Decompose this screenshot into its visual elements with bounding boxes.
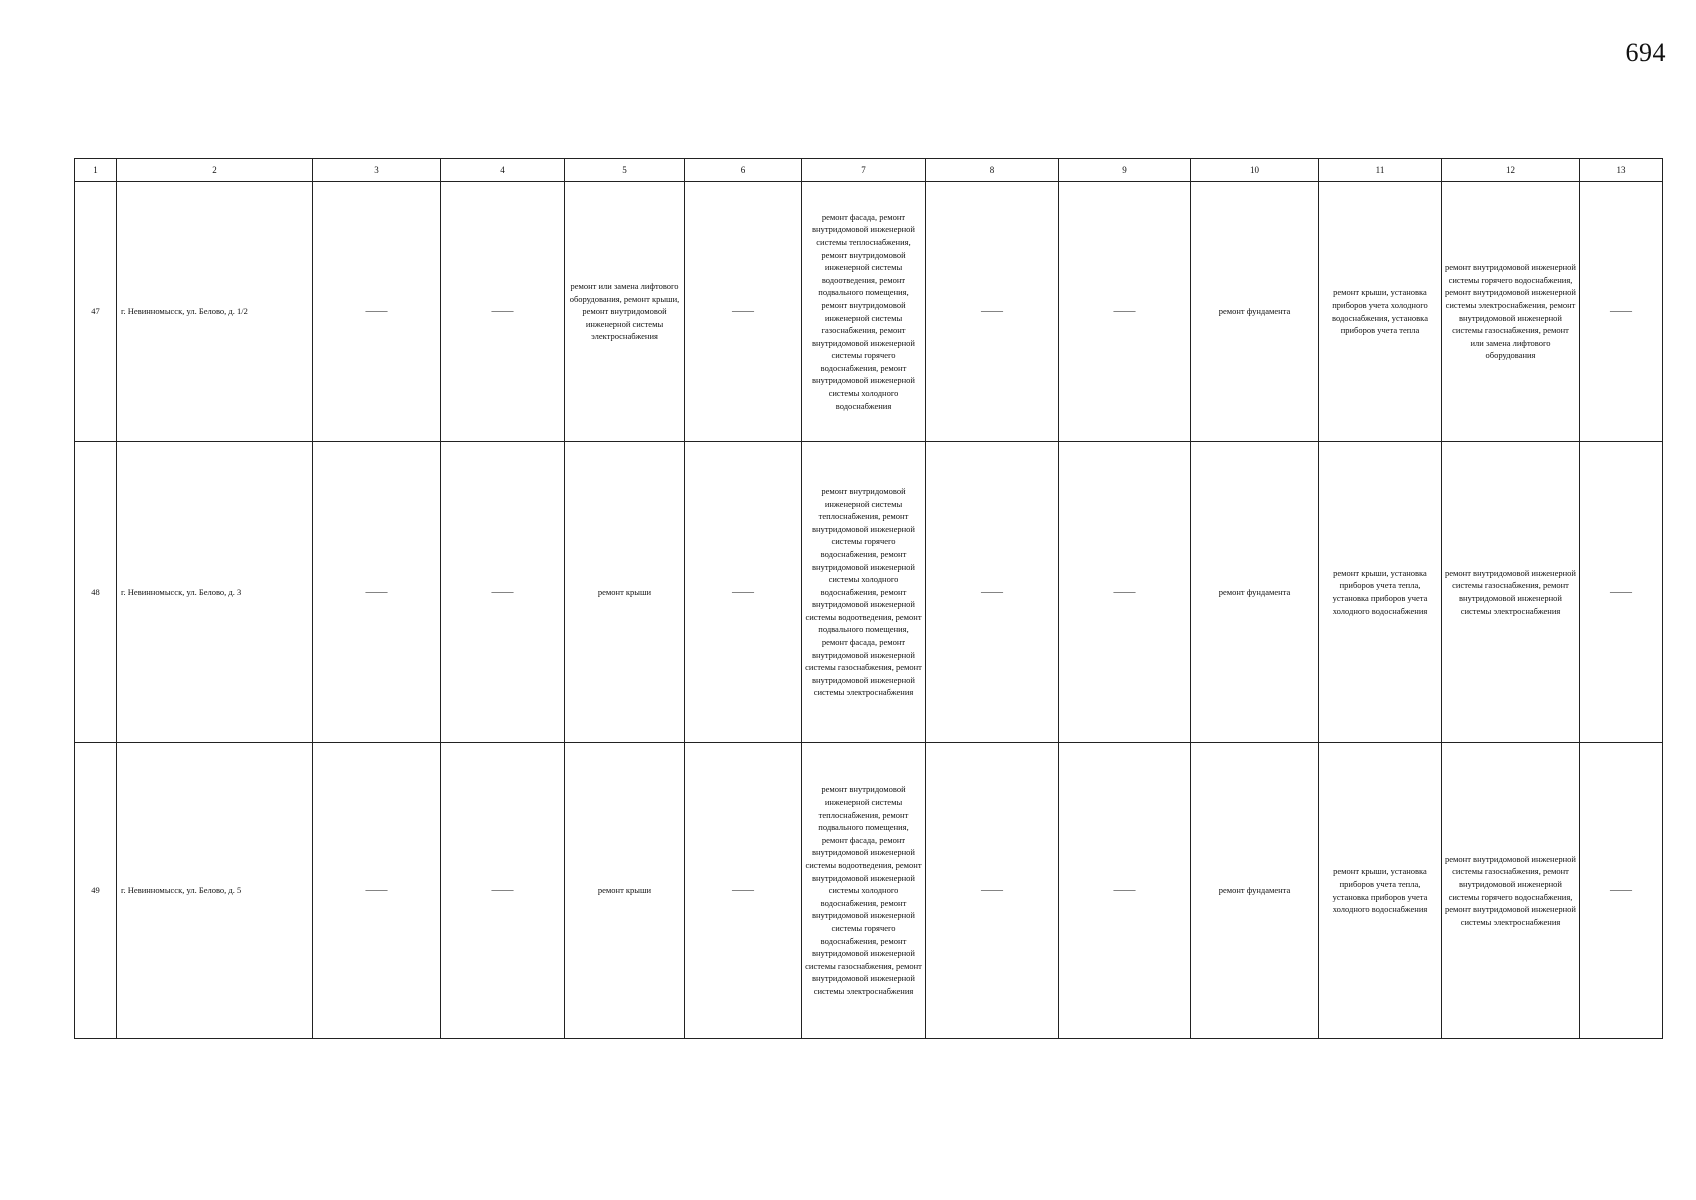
table-cell [685, 442, 802, 743]
table-cell [685, 182, 802, 442]
column-header: 5 [565, 159, 685, 182]
table-cell [926, 182, 1059, 442]
dash-mark: —— [1113, 585, 1136, 598]
table-cell [1580, 182, 1663, 442]
table-row [75, 182, 1663, 442]
table-cell: ремонт внутридомовой инженерной системы горячего водоснабжения, ремонт внутридомовой инженерной системы электроснабжения, ремонт внутридомовой инженерной системы газоснабжения, ремонт или замена лифтового оборудования [1442, 182, 1580, 442]
repair-schedule-table [74, 158, 1663, 1039]
table-cell [1580, 743, 1663, 1039]
column-header: 8 [926, 159, 1059, 182]
table-cell [1059, 182, 1191, 442]
column-header: 10 [1191, 159, 1319, 182]
dash-mark: —— [1113, 884, 1136, 897]
table-cell [926, 743, 1059, 1039]
table-cell [1059, 442, 1191, 743]
dash-mark: —— [1113, 305, 1136, 318]
table-cell: ремонт крыши [565, 442, 685, 743]
table-cell [926, 442, 1059, 743]
dash-mark: —— [365, 884, 388, 897]
table-cell: ремонт внутридомовой инженерной системы теплоснабжения, ремонт подвального помещения, ремонт фасада, ремонт внутридомовой инженерной системы водоотведения, ремонт внутридомовой инженерной системы холодного водоснабжения, ремонт внутридомовой инженерной системы горячего водоснабжения, ремонт внутридомовой инженерной системы газоснабжения, ремонт внутридомовой инженерной системы электроснабжения [802, 743, 926, 1039]
table-cell: ремонт фасада, ремонт внутридомовой инженерной системы теплоснабжения, ремонт внутридомовой инженерной системы водоотведения, ремонт подвального помещения, ремонт внутридомовой инженерной системы газоснабжения, ремонт внутридомовой инженерной системы горячего водоснабжения, ремонт внутридомовой инженерной системы холодного водоснабжения [802, 182, 926, 442]
table-cell [313, 182, 441, 442]
column-header: 12 [1442, 159, 1580, 182]
table-cell: ремонт фундамента [1191, 743, 1319, 1039]
dash-mark: —— [491, 305, 514, 318]
row-number: 49 [75, 743, 117, 1039]
row-number: 47 [75, 182, 117, 442]
table-cell: ремонт крыши [565, 743, 685, 1039]
dash-mark: —— [732, 305, 754, 318]
table-cell: ремонт или замена лифтового оборудования, ремонт крыши, ремонт внутридомовой инженерной системы электроснабжения [565, 182, 685, 442]
dash-mark: —— [981, 585, 1003, 598]
dash-mark: —— [1610, 884, 1632, 897]
column-header: 2 [117, 159, 313, 182]
table-cell: ремонт крыши, установка приборов учета холодного водоснабжения, установка приборов учета тепла [1319, 182, 1442, 442]
table-cell [1580, 442, 1663, 743]
column-header: 1 [75, 159, 117, 182]
table-cell [685, 743, 802, 1039]
table-cell [441, 182, 565, 442]
dash-mark: —— [981, 305, 1003, 318]
table-row [75, 743, 1663, 1039]
table-cell: ремонт фундамента [1191, 442, 1319, 743]
address-cell: г. Невинномысск, ул. Белово, д. 3 [117, 442, 313, 743]
dash-mark: —— [1610, 305, 1632, 318]
column-header: 3 [313, 159, 441, 182]
table-cell: ремонт внутридомовой инженерной системы теплоснабжения, ремонт внутридомовой инженерной системы горячего водоснабжения, ремонт внутридомовой инженерной системы холодного водоснабжения, ремонт внутридомовой инженерной системы водоотведения, ремонт подвального помещения, ремонт фасада, ремонт внутридомовой инженерной системы газоснабжения, ремонт внутридомовой инженерной системы электроснабжения [802, 442, 926, 743]
table-cell: ремонт фундамента [1191, 182, 1319, 442]
dash-mark: —— [732, 884, 754, 897]
column-header: 11 [1319, 159, 1442, 182]
column-header: 6 [685, 159, 802, 182]
dash-mark: —— [491, 585, 514, 598]
table-cell [1059, 743, 1191, 1039]
column-header: 9 [1059, 159, 1191, 182]
column-header: 13 [1580, 159, 1663, 182]
table-cell: ремонт крыши, установка приборов учета тепла, установка приборов учета холодного водоснабжения [1319, 743, 1442, 1039]
table-cell: ремонт крыши, установка приборов учета тепла, установка приборов учета холодного водоснабжения [1319, 442, 1442, 743]
table-cell [441, 442, 565, 743]
column-header: 4 [441, 159, 565, 182]
page-number: 694 [1625, 38, 1666, 67]
column-number-row [75, 159, 1663, 182]
dash-mark: —— [365, 305, 388, 318]
table-cell [313, 442, 441, 743]
address-cell: г. Невинномысск, ул. Белово, д. 5 [117, 743, 313, 1039]
table-cell [313, 743, 441, 1039]
address-cell: г. Невинномысск, ул. Белово, д. 1/2 [117, 182, 313, 442]
column-header: 7 [802, 159, 926, 182]
dash-mark: —— [981, 884, 1003, 897]
table-cell [441, 743, 565, 1039]
row-number: 48 [75, 442, 117, 743]
table-cell: ремонт внутридомовой инженерной системы газоснабжения, ремонт внутридомовой инженерной системы горячего водоснабжения, ремонт внутридомовой инженерной системы электроснабжения [1442, 743, 1580, 1039]
dash-mark: —— [491, 884, 514, 897]
dash-mark: —— [365, 585, 388, 598]
table-cell: ремонт внутридомовой инженерной системы газоснабжения, ремонт внутридомовой инженерной системы электроснабжения [1442, 442, 1580, 743]
dash-mark: —— [1610, 585, 1632, 598]
dash-mark: —— [732, 585, 754, 598]
table-row [75, 442, 1663, 743]
